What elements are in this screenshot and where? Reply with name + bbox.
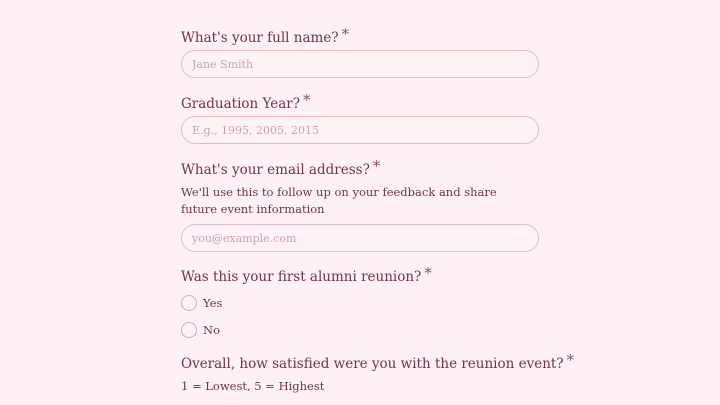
email-helper-text: We'll use this to follow up on your feedback and share future event information [181,185,497,216]
graduation-year-input[interactable] [181,116,539,144]
radio-button-yes[interactable] [181,295,197,311]
radio-button-no[interactable] [181,322,197,338]
satisfaction-helper-text: 1 = Lowest, 5 = Highest [181,379,325,393]
satisfaction-question-text: Overall, how satisfied were you with the reunion event? [181,356,564,372]
radio-label-yes: Yes [203,296,223,310]
radio-label-no: No [203,323,220,337]
full-name-input[interactable] [181,50,539,78]
radio-option-yes[interactable] [181,294,222,312]
graduation-question-text: Graduation Year? [181,96,300,112]
required-asterisk: * [566,351,575,369]
name-question-text: What's your full name? [181,30,339,46]
first-reunion-question-text: Was this your first alumni reunion? [181,269,422,285]
radio-option-no[interactable] [181,321,220,339]
required-asterisk: * [341,25,350,43]
required-asterisk: * [424,264,432,282]
required-asterisk: * [303,91,311,109]
first-reunion-question-label [181,264,432,286]
email-input[interactable] [181,224,539,252]
satisfaction-question-label [181,351,575,373]
name-question-label [181,25,350,47]
required-asterisk: * [372,157,381,175]
email-question-text: What's your email address? [181,162,370,178]
email-question-label [181,157,381,179]
graduation-question-label [181,91,311,113]
